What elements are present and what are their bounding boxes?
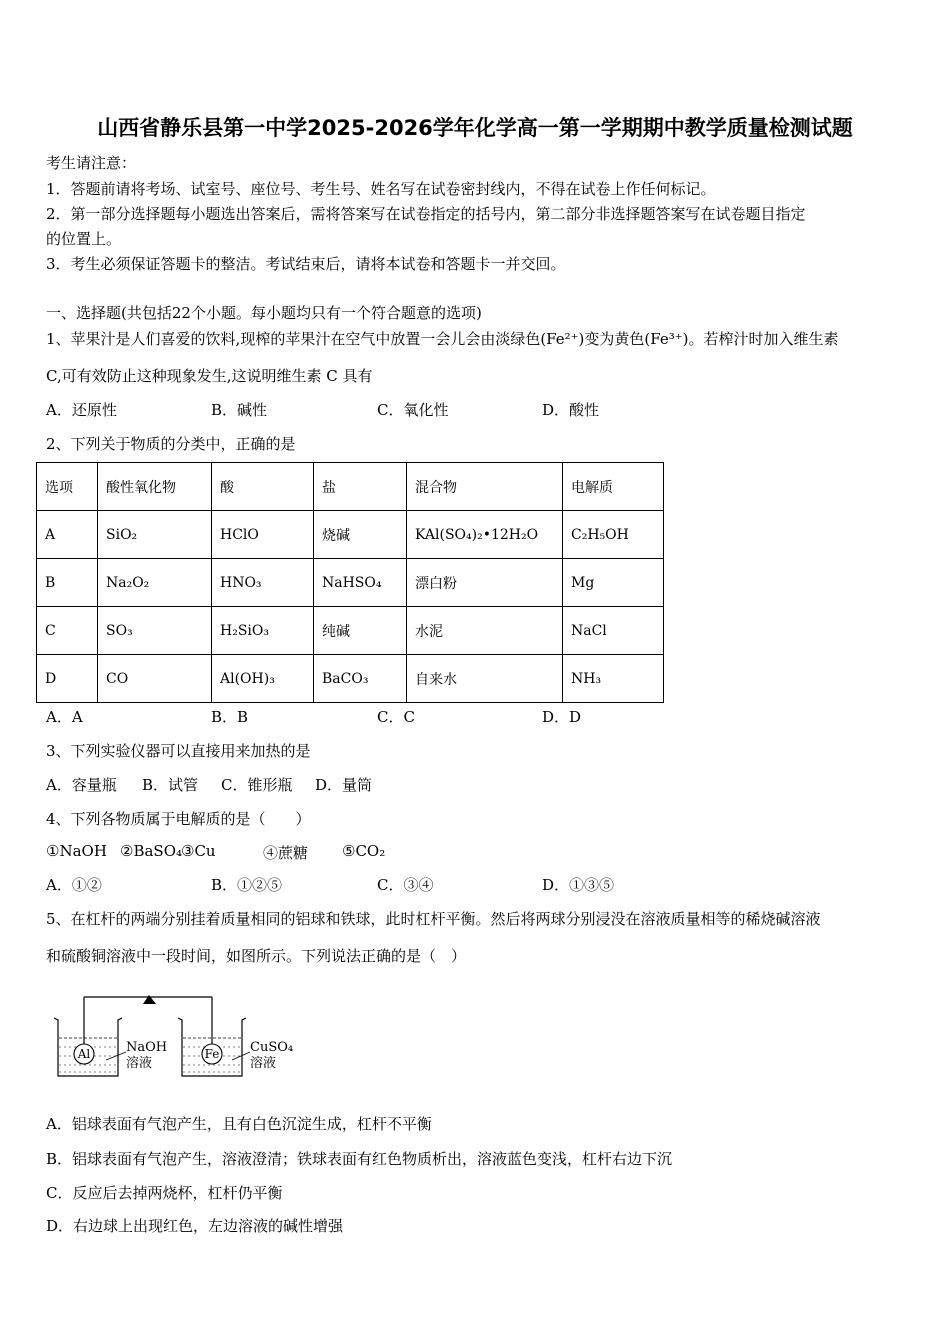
table-header-row (37, 463, 664, 511)
table-header: 混合物 (407, 463, 563, 511)
table-cell: 烧碱 (314, 511, 407, 559)
table-row (37, 655, 664, 703)
q3-option-a[interactable]: A．容量瓶 (46, 776, 117, 794)
right-solution-word: 溶液 (250, 1056, 277, 1071)
notice-item-2-cont: 的位置上。 (46, 230, 122, 248)
q5-stem-line2: 和硫酸铜溶液中一段时间，如图所示。下列说法正确的是（ ） (46, 947, 467, 965)
q4-stem: 4、下列各物质属于电解质的是（ ） (46, 810, 311, 828)
table-cell: 纯碱 (314, 607, 407, 655)
table-cell: 水泥 (407, 607, 563, 655)
table-row (37, 559, 664, 607)
table-cell: HClO (212, 511, 314, 559)
table-cell: NaHSO₄ (314, 559, 407, 607)
q1-option-b[interactable]: B．碱性 (211, 401, 268, 419)
q4-item-2: ②BaSO₄ (120, 842, 182, 860)
table-cell: SO₃ (98, 607, 212, 655)
notice-item-2: 2．第一部分选择题每小题选出答案后，需将答案写在试卷指定的括号内，第二部分非选择题答案写在试卷题目指定 (46, 205, 806, 223)
table-header: 酸性氧化物 (98, 463, 212, 511)
table-cell: SiO₂ (98, 511, 212, 559)
table-row (37, 511, 664, 559)
q5-option-b[interactable]: B．铝球表面有气泡产生，溶液澄清；铁球表面有红色物质析出，溶液蓝色变浅，杠杆右边下沉 (46, 1150, 673, 1168)
q5-option-c[interactable]: C．反应后去掉两烧杯，杠杆仍平衡 (46, 1184, 283, 1202)
q4-option-b[interactable]: B．①②⑤ (211, 876, 283, 894)
notice-item-3: 3．考生必须保证答题卡的整洁。考试结束后，请将本试卷和答题卡一并交回。 (46, 255, 566, 273)
table-cell: Al(OH)₃ (212, 655, 314, 703)
q3-option-b[interactable]: B．试管 (142, 776, 199, 794)
q3-option-d[interactable]: D．量筒 (315, 776, 373, 794)
right-solution-label: CuSO₄ (250, 1040, 294, 1055)
q2-option-c[interactable]: C．C (377, 708, 415, 726)
q4-item-5: ⑤CO₂ (342, 842, 386, 860)
table-header: 酸 (212, 463, 314, 511)
q4-item-1: ①NaOH (46, 842, 107, 860)
q4-item-3: ③Cu (181, 842, 216, 860)
table-cell: A (37, 511, 98, 559)
table-cell: Na₂O₂ (98, 559, 212, 607)
q5-option-d[interactable]: D．右边球上出现红色，左边溶液的碱性增强 (46, 1217, 344, 1235)
classification-table (36, 462, 664, 703)
right-ball-label: Fe (204, 1047, 220, 1061)
q4-option-d[interactable]: D．①③⑤ (542, 876, 615, 894)
q2-option-b[interactable]: B．B (211, 708, 249, 726)
table-cell: HNO₃ (212, 559, 314, 607)
table-cell: C (37, 607, 98, 655)
q5-stem-line1: 5、在杠杆的两端分别挂着质量相同的铝球和铁球，此时杠杆平衡。然后将两球分别浸没在溶液质量相等的稀烧碱溶液 (46, 910, 821, 928)
table-cell: KAl(SO₄)₂•12H₂O (407, 511, 563, 559)
q1-stem-line1: 1、苹果汁是人们喜爱的饮料,现榨的苹果汁在空气中放置一会儿会由淡绿色(Fe²⁺)变为黄色(Fe³⁺)。若榨汁时加入维生素 (46, 330, 839, 348)
table-cell: D (37, 655, 98, 703)
q2-option-a[interactable]: A．A (46, 708, 83, 726)
table-cell: 漂白粉 (407, 559, 563, 607)
q1-stem-line2: C,可有效防止这种现象发生,这说明维生素 C 具有 (46, 367, 373, 385)
section-heading: 一、选择题(共包括22个小题。每小题均只有一个符合题意的选项) (46, 304, 482, 322)
table-header: 电解质 (563, 463, 664, 511)
table-cell: 自来水 (407, 655, 563, 703)
q3-stem: 3、下列实验仪器可以直接用来加热的是 (46, 742, 311, 760)
table-header: 盐 (314, 463, 407, 511)
q2-option-d[interactable]: D．D (542, 708, 582, 726)
q5-option-a[interactable]: A．铝球表面有气泡产生，且有白色沉淀生成，杠杆不平衡 (46, 1115, 432, 1133)
q4-option-c[interactable]: C．③④ (377, 876, 434, 894)
q4-item-4: ④蔗糖 (263, 844, 309, 862)
q1-option-c[interactable]: C．氧化性 (377, 401, 449, 419)
q2-stem: 2、下列关于物质的分类中，正确的是 (46, 435, 296, 453)
left-ball-label: Al (77, 1047, 91, 1061)
q4-option-a[interactable]: A．①② (46, 876, 102, 894)
notice-heading: 考生请注意： (46, 154, 137, 172)
notice-item-1: 1．答题前请将考场、试室号、座位号、考生号、姓名写在试卷密封线内，不得在试卷上作任何标记。 (46, 180, 716, 198)
left-solution-word: 溶液 (126, 1056, 153, 1071)
table-cell: Mg (563, 559, 664, 607)
lever-beaker-diagram (46, 990, 306, 1085)
q3-option-c[interactable]: C．锥形瓶 (221, 776, 293, 794)
table-row (37, 607, 664, 655)
table-cell: NaCl (563, 607, 664, 655)
table-cell: B (37, 559, 98, 607)
lever-icon (84, 995, 212, 1045)
table-cell: NH₃ (563, 655, 664, 703)
q1-option-d[interactable]: D．酸性 (542, 401, 600, 419)
table-cell: BaCO₃ (314, 655, 407, 703)
table-cell: H₂SiO₃ (212, 607, 314, 655)
page-title: 山西省静乐县第一中学2025-2026学年化学高一第一学期期中教学质量检测试题 (97, 116, 853, 140)
q1-option-a[interactable]: A．还原性 (46, 401, 117, 419)
table-header: 选项 (37, 463, 98, 511)
left-solution-label: NaOH (126, 1040, 168, 1055)
table-cell: C₂H₅OH (563, 511, 664, 559)
table-cell: CO (98, 655, 212, 703)
